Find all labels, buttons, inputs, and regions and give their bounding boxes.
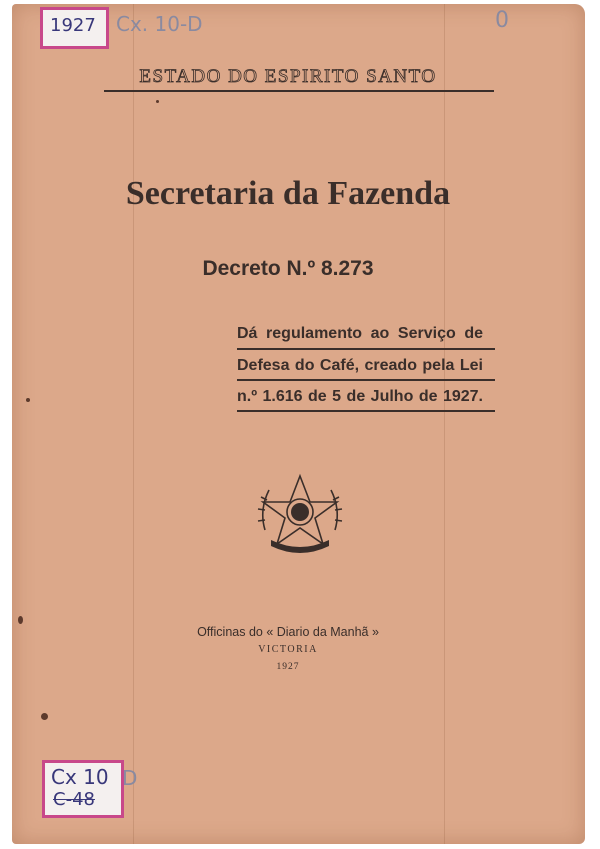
handwritten-box-number: Cx. 10-D — [116, 12, 203, 36]
city-line: VICTORIA — [258, 644, 318, 655]
fold-line — [133, 4, 134, 844]
summary-line-1: Dá regulamento ao Serviço de — [237, 325, 483, 342]
decree-number: Decreto N.º 8.273 — [202, 257, 374, 280]
archive-label-box: Cx 10 — [51, 765, 109, 789]
printer-line: Officinas do « Diario da Manhã » — [197, 625, 379, 639]
summary-underline — [237, 410, 495, 412]
fold-line — [444, 4, 445, 844]
archive-label-top — [40, 7, 109, 49]
stain-spot — [41, 713, 48, 720]
handwritten-letter: D — [122, 766, 138, 790]
archive-label-code: C-48 — [53, 789, 95, 810]
stain-spot — [18, 616, 23, 624]
summary-underline — [237, 379, 495, 381]
summary-underline — [237, 348, 495, 350]
state-heading: ESTADO DO ESPIRITO SANTO — [139, 66, 437, 87]
summary-line-2: Defesa do Café, creado pela Lei — [237, 357, 483, 374]
handwritten-mark: 0 — [495, 8, 509, 33]
coat-of-arms-emblem — [255, 470, 345, 560]
stain-spot — [26, 398, 30, 402]
year-line: 1927 — [276, 662, 300, 672]
header-rule — [104, 90, 494, 92]
stain-spot — [156, 100, 159, 103]
summary-line-3: n.º 1.616 de 5 de Julho de 1927. — [237, 388, 483, 405]
document-title: Secretaria da Fazenda — [125, 175, 451, 212]
archive-label-bottom — [42, 760, 124, 818]
document-page — [12, 4, 585, 844]
archive-label-year: 1927 — [50, 15, 96, 36]
